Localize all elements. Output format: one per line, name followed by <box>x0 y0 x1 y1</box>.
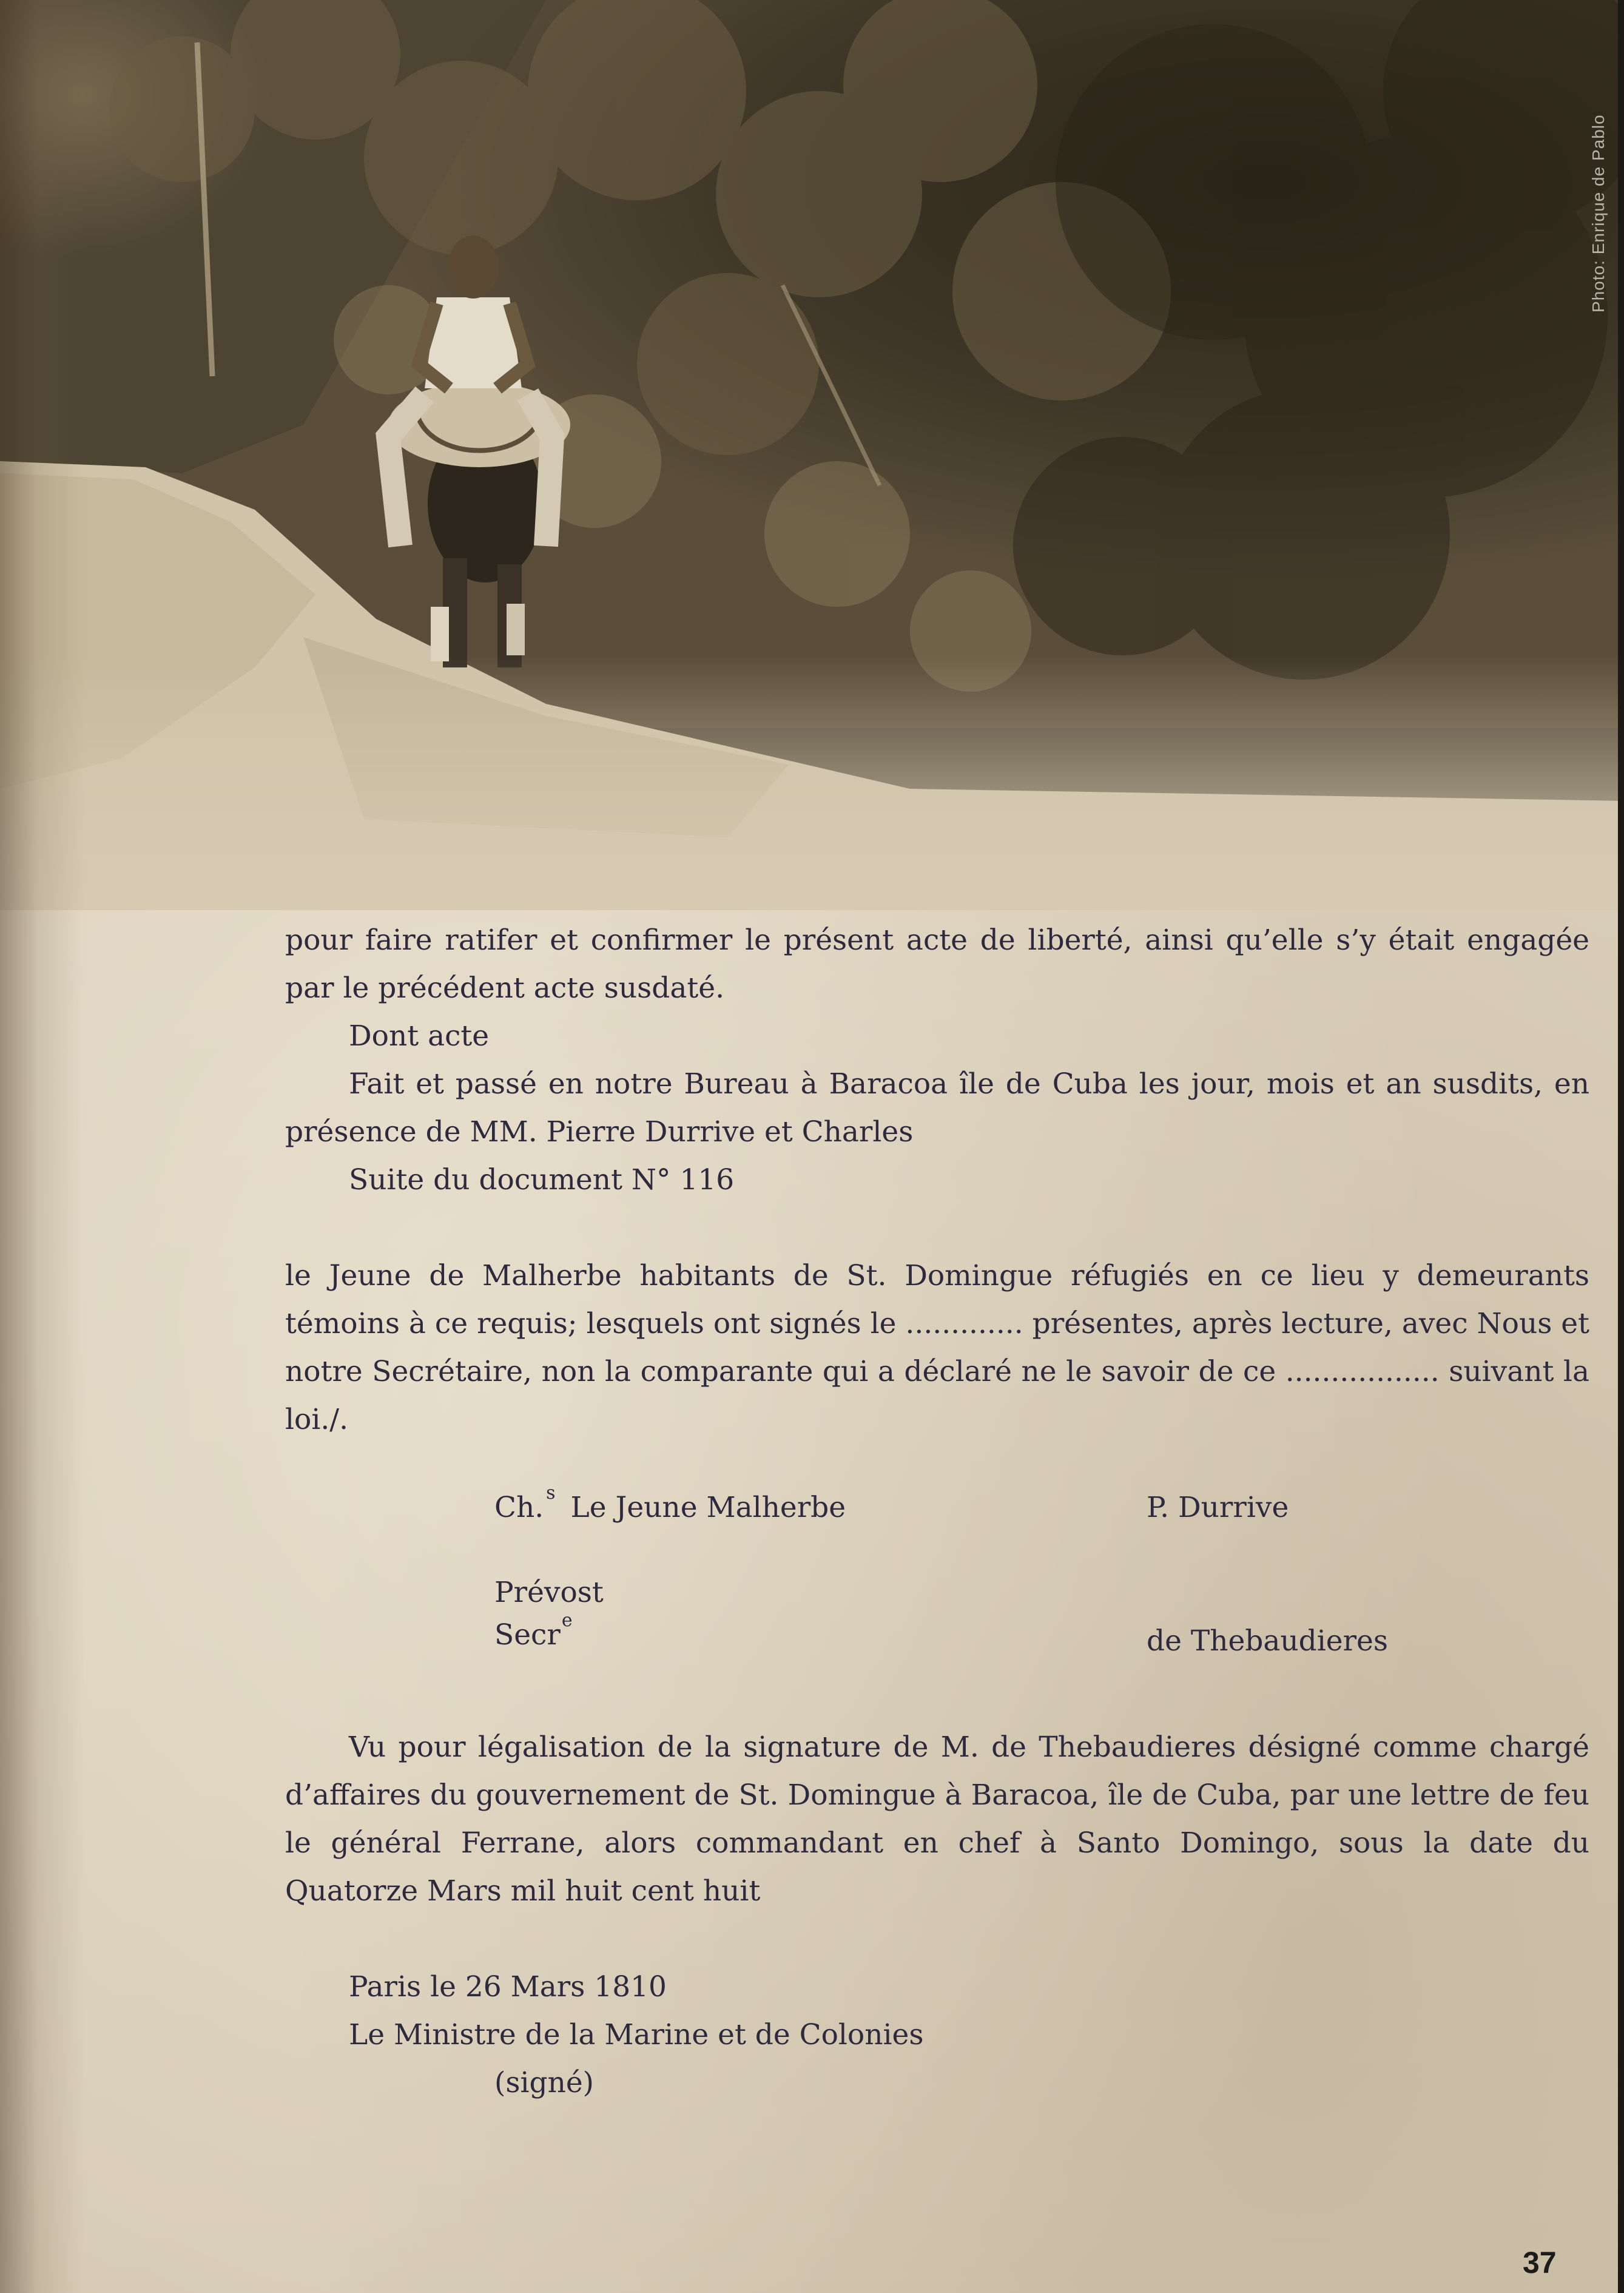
document-text <box>285 916 1589 2099</box>
suite-du-document: Suite du document N° 116 <box>349 1163 735 1197</box>
signature-le-jeune-malherbe: Ch. $^s$ Le Jeune Malherbe <box>494 1482 846 1524</box>
page-number: 37 <box>1523 2246 1557 2280</box>
paragraph-fait-et-passe: Fait et passé en notre Bureau à Baracoa île de Cuba les jour, mois et an susdits, en présence de MM. Pierre Durrive et Charles <box>285 1067 1589 1149</box>
signature-durrive: P. Durrive <box>1147 1491 1289 1524</box>
page-edge <box>1618 0 1624 2293</box>
legalisation-section <box>285 1723 1589 2107</box>
dont-acte-line: Dont acte <box>349 1019 490 1053</box>
signature-thebaudieres: de Thebaudieres <box>1147 1624 1388 1658</box>
signature-secretaire: Secr$^e$ <box>494 1610 573 1652</box>
signature-prevost: Prévost <box>494 1576 604 1609</box>
photo-credit: Photo: Enrique de Pablo <box>1589 114 1608 312</box>
paragraph-witnesses: le Jeune de Malherbe habitants de St. Domingue réfugiés en ce lieu y demeurants témoins à ce requis; lesquels ont signés le ............. présentes, après lecture, avec Nous et notre Secrétaire, non la comparante qui a déclaré ne le savoir de ce ................. suivant la loi./. <box>285 1259 1589 1436</box>
closing-signed: (signé) <box>494 2066 594 2099</box>
paragraph-ratify: pour faire ratifer et confirmer le présent acte de liberté, ainsi qu’elle s’y était engagée par le précédent acte susdaté. <box>285 924 1589 1005</box>
paragraph-legalisation: Vu pour légalisation de la signature de M. de Thebaudieres désigné comme chargé d’affaires du gouvernement de St. Domingue à Baracoa, île de Cuba, par une lettre de feu le général Ferrane, alors commandant en chef à Santo Domingo, sous la date du Quatorze Mars mil huit cent huit <box>285 1731 1589 1908</box>
closing-date: Paris le 26 Mars 1810 <box>349 1970 667 2004</box>
signatures-block <box>285 1484 1589 1684</box>
sepia-photograph <box>0 0 1624 910</box>
closing-minister: Le Ministre de la Marine et de Colonies <box>349 2018 924 2052</box>
